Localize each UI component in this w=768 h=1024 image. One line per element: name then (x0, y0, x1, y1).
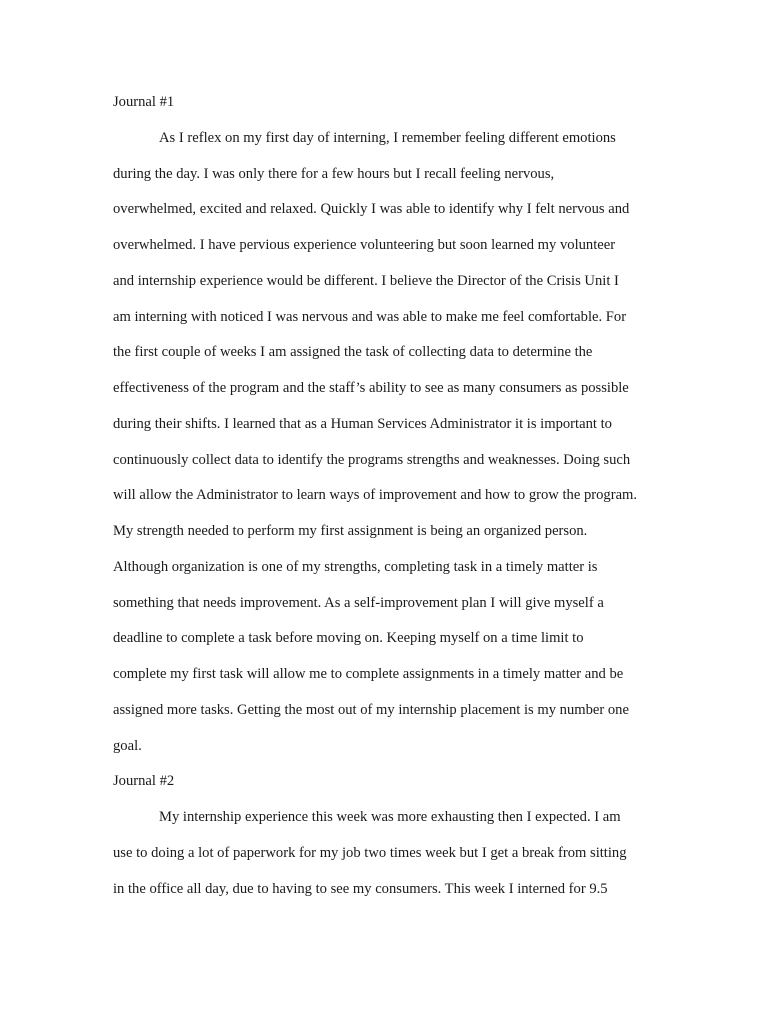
text-line: overwhelmed. I have pervious experience volunteering but soon learned my volunteer (113, 237, 616, 253)
text-line: during the day. I was only there for a few hours but I recall feeling nervous, (113, 165, 555, 182)
text-line: My strength needed to perform my first assignment is being an organized person. (113, 523, 588, 539)
text-line: assigned more tasks. Getting the most out of my internship placement is my number one (113, 701, 629, 718)
text-line: goal. (113, 737, 142, 754)
text-line: during their shifts. I learned that as a Human Services Administrator it is important to (113, 415, 612, 432)
text-line: am interning with noticed I was nervous and was able to make me feel comfortable. For (113, 308, 627, 325)
text-line: Although organization is one of my strengths, completing task in a timely matter is (113, 558, 598, 575)
text-line: the first couple of weeks I am assigned the task of collecting data to determine the (113, 344, 593, 361)
journal-heading: Journal #1 (113, 94, 175, 110)
text-line: As I reflex on my first day of interning, I remember feeling different emotions (159, 129, 616, 146)
text-line: effectiveness of the program and the staff’s ability to see as many consumers as possible (113, 380, 629, 396)
text-line: and internship experience would be different. I believe the Director of the Crisis Unit I (113, 272, 619, 289)
text-line: will allow the Administrator to learn ways of improvement and how to grow the program. (113, 487, 638, 504)
text-line: continuously collect data to identify the programs strengths and weaknesses. Doing such (113, 451, 631, 468)
text-line: something that needs improvement. As a self-improvement plan I will give myself a (113, 594, 604, 611)
journal-heading: Journal #2 (113, 773, 175, 790)
journal-text (113, 88, 658, 910)
text-line: overwhelmed, excited and relaxed. Quickly I was able to identify why I felt nervous and (113, 201, 630, 218)
text-line: use to doing a lot of paperwork for my job two times week but I get a break from sitting (113, 844, 627, 861)
text-line: complete my first task will allow me to complete assignments in a timely matter and be (113, 666, 624, 682)
text-line: in the office all day, due to having to see my consumers. This week I interned for 9.5 (113, 880, 608, 897)
text-line: deadline to complete a task before moving on. Keeping myself on a time limit to (113, 630, 584, 647)
text-line: My internship experience this week was more exhausting then I expected. I am (159, 809, 621, 825)
